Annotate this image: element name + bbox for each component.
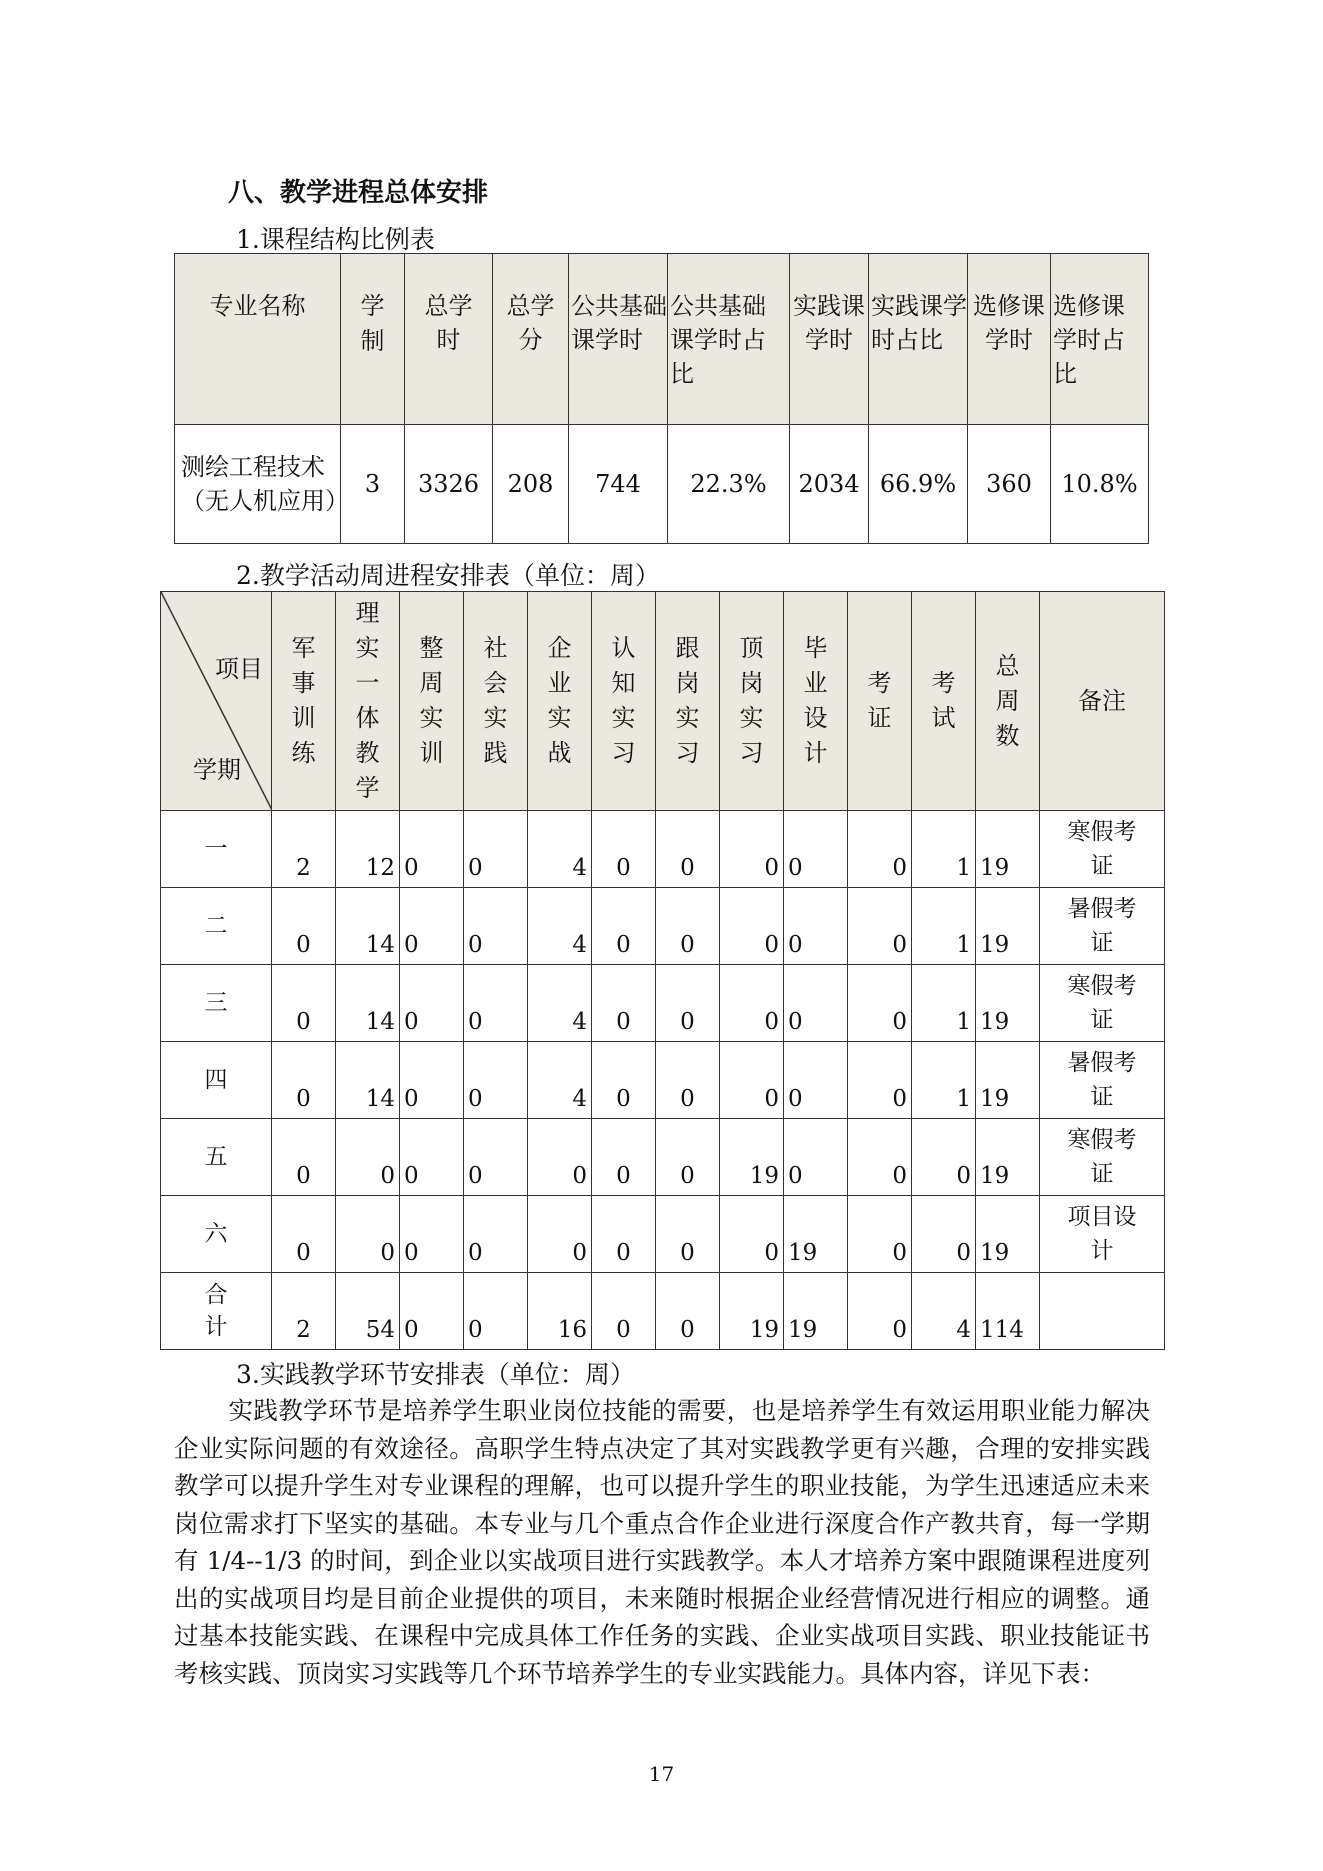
- value-cell: 0: [400, 1042, 464, 1119]
- cell-elective-hours: 360: [968, 425, 1051, 544]
- value-cell: 0: [784, 965, 848, 1042]
- value-cell: 19: [976, 1042, 1040, 1119]
- header-col: 考证: [848, 592, 912, 811]
- value-cell: 0: [592, 1042, 656, 1119]
- cell-duration: 3: [341, 425, 405, 544]
- value-cell: 0: [656, 1196, 720, 1273]
- value-cell: 0: [784, 888, 848, 965]
- value-cell: 0: [848, 1119, 912, 1196]
- header-col: 顶岗实习: [720, 592, 784, 811]
- value-cell: 0: [912, 1119, 976, 1196]
- value-cell: 19: [976, 965, 1040, 1042]
- header-major-name: 专业名称: [175, 254, 341, 425]
- header-notes: 备注: [1040, 592, 1165, 811]
- value-cell: 0: [464, 888, 528, 965]
- value-cell: 0: [400, 1196, 464, 1273]
- cell-total-hours: 3326: [405, 425, 493, 544]
- value-cell: 1: [912, 811, 976, 888]
- value-cell: 0: [784, 1042, 848, 1119]
- table-row: [161, 1273, 1165, 1350]
- value-cell: 0: [464, 965, 528, 1042]
- practice-paragraph: 实践教学环节是培养学生职业岗位技能的需要，也是培养学生有效运用职业能力解决企业实际问题的有效途径。高职学生特点决定了其对实践教学更有兴趣，合理的安排实践教学可以提升学生对专业课程的理解，也可以提升学生的职业技能，为学生迅速适应未来岗位需求打下坚实的基础。本专业与几个重点合作企业进行深度合作产教共育，每一学期有 1/4--1/3 的时间，到企业以实战项目进行实践教学。本人才培养方案中跟随课程进度列出的实战项目均是目前企业提供的项目，未来随时根据企业经营情况进行相应的调整。通过基本技能实践、在课程中完成具体工作任务的实践、企业实战项目实践、职业技能证书考核实践、顶岗实习实践等几个环节培养学生的专业实践能力。具体内容，详见下表：: [174, 1396, 1150, 1688]
- value-cell: 14: [336, 888, 400, 965]
- value-cell: 0: [272, 965, 336, 1042]
- value-cell: 0: [592, 1196, 656, 1273]
- header-col: 军事训练: [272, 592, 336, 811]
- header-col: 认知实习: [592, 592, 656, 811]
- header-total-credits: 总学分: [493, 254, 569, 425]
- value-cell: 0: [848, 965, 912, 1042]
- value-cell: 19: [784, 1196, 848, 1273]
- value-cell: 16: [528, 1273, 592, 1350]
- value-cell: 12: [336, 811, 400, 888]
- table2-caption: 2.教学活动周进程安排表（单位：周）: [236, 561, 660, 590]
- value-cell: 19: [976, 1196, 1040, 1273]
- table1-header-row: [175, 254, 1149, 425]
- value-cell: 0: [656, 811, 720, 888]
- term-cell: 三: [161, 965, 272, 1042]
- value-cell: 0: [592, 1273, 656, 1350]
- value-cell: 0: [272, 1042, 336, 1119]
- table-row: [161, 811, 1165, 888]
- value-cell: 0: [720, 811, 784, 888]
- value-cell: 1: [912, 888, 976, 965]
- value-cell: 2: [272, 1273, 336, 1350]
- section3-caption: 3.实践教学环节安排表（单位：周）: [236, 1360, 635, 1389]
- value-cell: 1: [912, 965, 976, 1042]
- header-col: 总周数: [976, 592, 1040, 811]
- note-cell: 寒假考证: [1040, 811, 1165, 888]
- header-col: 整周实训: [400, 592, 464, 811]
- value-cell: 19: [976, 811, 1040, 888]
- term-cell: 一: [161, 811, 272, 888]
- term-cell: 合计: [161, 1273, 272, 1350]
- table1-data-row: [175, 425, 1149, 544]
- header-public-ratio: 公共基础课学时占比: [668, 254, 790, 425]
- value-cell: 2: [272, 811, 336, 888]
- value-cell: 0: [400, 888, 464, 965]
- header-col: 跟岗实习: [656, 592, 720, 811]
- value-cell: 19: [976, 888, 1040, 965]
- value-cell: 0: [784, 811, 848, 888]
- value-cell: 0: [848, 1273, 912, 1350]
- value-cell: 4: [528, 965, 592, 1042]
- value-cell: 54: [336, 1273, 400, 1350]
- term-cell: 六: [161, 1196, 272, 1273]
- value-cell: 0: [272, 1119, 336, 1196]
- term-cell: 二: [161, 888, 272, 965]
- value-cell: 0: [400, 1273, 464, 1350]
- course-structure-table: [174, 253, 1149, 544]
- value-cell: 14: [336, 965, 400, 1042]
- value-cell: 0: [400, 1119, 464, 1196]
- section-title: 八、教学进程总体安排: [228, 178, 489, 208]
- header-col: 企业实战: [528, 592, 592, 811]
- header-col: 社会实践: [464, 592, 528, 811]
- value-cell: 0: [336, 1119, 400, 1196]
- cell-public-ratio: 22.3%: [668, 425, 790, 544]
- value-cell: 0: [720, 888, 784, 965]
- header-duration: 学制: [341, 254, 405, 425]
- value-cell: 1: [912, 1042, 976, 1119]
- weekly-schedule-table: [160, 591, 1165, 1350]
- value-cell: 19: [784, 1273, 848, 1350]
- value-cell: 0: [656, 1119, 720, 1196]
- table-row: [161, 1042, 1165, 1119]
- value-cell: 4: [528, 888, 592, 965]
- note-cell: 项目设计: [1040, 1196, 1165, 1273]
- value-cell: 0: [464, 1196, 528, 1273]
- value-cell: 19: [976, 1119, 1040, 1196]
- cell-practice-ratio: 66.9%: [869, 425, 968, 544]
- value-cell: 0: [464, 1273, 528, 1350]
- value-cell: 0: [912, 1196, 976, 1273]
- value-cell: 0: [528, 1119, 592, 1196]
- value-cell: 0: [848, 811, 912, 888]
- value-cell: 0: [464, 1042, 528, 1119]
- value-cell: 0: [464, 811, 528, 888]
- cell-practice-hours: 2034: [790, 425, 869, 544]
- note-cell: 暑假考证: [1040, 888, 1165, 965]
- note-cell: [1040, 1273, 1165, 1350]
- value-cell: 0: [592, 888, 656, 965]
- table-row: [161, 1119, 1165, 1196]
- note-cell: 暑假考证: [1040, 1042, 1165, 1119]
- value-cell: 0: [528, 1196, 592, 1273]
- value-cell: 0: [848, 1196, 912, 1273]
- value-cell: 0: [592, 1119, 656, 1196]
- value-cell: 0: [464, 1119, 528, 1196]
- header-elective-ratio: 选修课学时占比: [1051, 254, 1149, 425]
- value-cell: 4: [528, 1042, 592, 1119]
- value-cell: 4: [528, 811, 592, 888]
- value-cell: 0: [720, 1196, 784, 1273]
- value-cell: 0: [848, 888, 912, 965]
- header-elective-hours: 选修课学时: [968, 254, 1051, 425]
- cell-total-credits: 208: [493, 425, 569, 544]
- value-cell: 0: [400, 965, 464, 1042]
- header-col: 考试: [912, 592, 976, 811]
- header-col: 理实一体教学: [336, 592, 400, 811]
- value-cell: 4: [912, 1273, 976, 1350]
- value-cell: 0: [656, 1042, 720, 1119]
- table1-caption: 1.课程结构比例表: [236, 225, 435, 254]
- value-cell: 19: [720, 1273, 784, 1350]
- header-col: 毕业设计: [784, 592, 848, 811]
- table2-header-row: [161, 592, 1165, 811]
- note-cell: 寒假考证: [1040, 1119, 1165, 1196]
- corner-top-label: 项目: [215, 655, 263, 683]
- note-cell: 寒假考证: [1040, 965, 1165, 1042]
- page-number: 17: [648, 1762, 675, 1786]
- cell-public-hours: 744: [569, 425, 668, 544]
- table-row: [161, 965, 1165, 1042]
- value-cell: 0: [272, 888, 336, 965]
- value-cell: 0: [592, 811, 656, 888]
- value-cell: 0: [272, 1196, 336, 1273]
- value-cell: 0: [656, 965, 720, 1042]
- value-cell: 114: [976, 1273, 1040, 1350]
- value-cell: 0: [656, 1273, 720, 1350]
- corner-bottom-label: 学期: [193, 756, 241, 784]
- value-cell: 0: [784, 1119, 848, 1196]
- header-practice-ratio: 实践课学时占比: [869, 254, 968, 425]
- header-total-hours: 总学时: [405, 254, 493, 425]
- header-practice-hours: 实践课学时: [790, 254, 869, 425]
- value-cell: 14: [336, 1042, 400, 1119]
- value-cell: 19: [720, 1119, 784, 1196]
- table-row: [161, 1196, 1165, 1273]
- header-public-hours: 公共基础课学时: [569, 254, 668, 425]
- value-cell: 0: [848, 1042, 912, 1119]
- term-cell: 四: [161, 1042, 272, 1119]
- corner-cell: [161, 592, 272, 811]
- cell-elective-ratio: 10.8%: [1051, 425, 1149, 544]
- value-cell: 0: [336, 1196, 400, 1273]
- value-cell: 0: [400, 811, 464, 888]
- table-row: [161, 888, 1165, 965]
- term-cell: 五: [161, 1119, 272, 1196]
- value-cell: 0: [592, 965, 656, 1042]
- value-cell: 0: [720, 965, 784, 1042]
- value-cell: 0: [720, 1042, 784, 1119]
- value-cell: 0: [656, 888, 720, 965]
- cell-major-name: 测绘工程技术（无人机应用）: [175, 425, 341, 544]
